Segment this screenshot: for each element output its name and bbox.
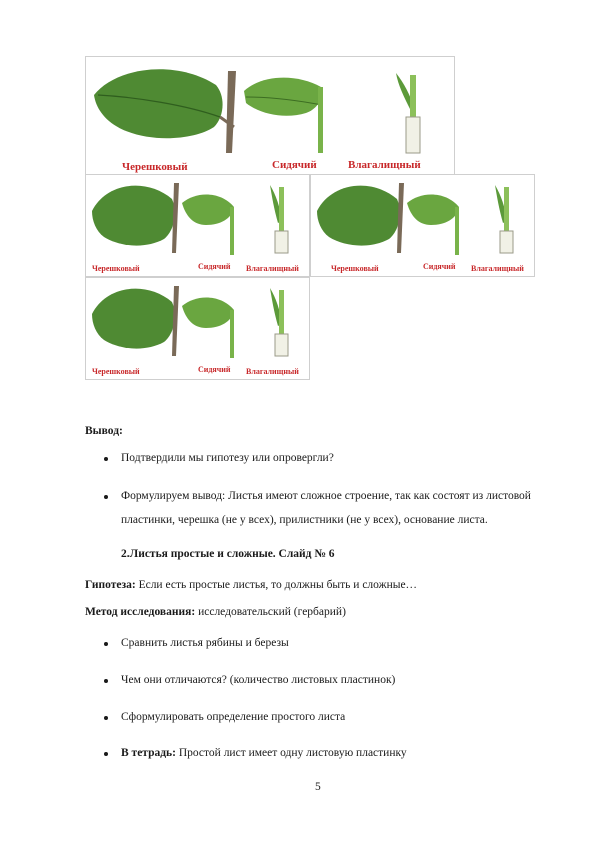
method-text: исследовательский (гербарий) [195, 606, 346, 618]
notebook-text: Простой лист имеет одну листовую пластинку [175, 747, 407, 759]
figure-panel-small-2 [310, 174, 535, 277]
bullet-icon [104, 716, 108, 720]
task-item-1: Сравнить листья рябины и березы [121, 637, 289, 649]
caption-sheathing: Влагалищный [246, 264, 299, 273]
caption-petiolate: Черешковый [92, 367, 140, 376]
hypothesis-text: Если есть простые листья, то должны быть и сложные… [135, 579, 418, 591]
notebook-label: В тетрадь: [121, 747, 176, 759]
bullet-icon [104, 495, 108, 499]
method-line [85, 605, 346, 619]
conclusion-item-1: Подтвердили мы гипотезу или опровергли? [121, 452, 334, 464]
caption-sessile: Сидячий [423, 262, 456, 271]
notebook-line [121, 746, 407, 760]
conclusion-item-2-continued: пластинки, черешка (не у всех), прилистники (не у всех), основание листа. [121, 514, 488, 526]
bullet-icon [104, 457, 108, 461]
method-label: Метод исследования: [85, 606, 196, 618]
bullet-icon [104, 642, 108, 646]
caption-sheathing: Влагалищный [246, 367, 299, 376]
page-number: 5 [315, 781, 321, 793]
hypothesis-label: Гипотеза: [85, 579, 136, 591]
hypothesis-line [85, 578, 417, 592]
bullet-icon [104, 679, 108, 683]
caption-sessile: Сидячий [198, 365, 231, 374]
leaf-types-illustration-small [86, 278, 309, 379]
conclusion-heading: Вывод: [85, 425, 123, 437]
conclusion-item-2: Формулируем вывод: Листья имеют сложное строение, так как состоят из листовой [121, 490, 531, 502]
sessile-leaf-icon [244, 78, 323, 153]
caption-sheathing: Влагалищный [471, 264, 524, 273]
figure-panel-small-1 [85, 174, 310, 277]
caption-petiolate: Черешковый [122, 161, 188, 173]
bullet-icon [104, 752, 108, 756]
caption-sessile: Сидячий [272, 159, 317, 171]
figure-panel-large [85, 56, 455, 176]
caption-sessile: Сидячий [198, 262, 231, 271]
task-item-2: Чем они отличаются? (количество листовых пластинок) [121, 674, 396, 686]
leaf-types-illustration-small [311, 175, 534, 276]
caption-petiolate: Черешковый [331, 264, 379, 273]
petiolate-leaf-icon [94, 69, 236, 153]
figure-panel-small-3 [85, 277, 310, 380]
caption-petiolate: Черешковый [92, 264, 140, 273]
task-item-3: Сформулировать определение простого листа [121, 711, 346, 723]
section-title: 2.Листья простые и сложные. Слайд № 6 [121, 548, 335, 560]
leaf-types-illustration-small [86, 175, 309, 276]
caption-sheathing: Влагалищный [348, 159, 421, 171]
leaf-types-illustration [86, 57, 454, 175]
sheathing-leaf-icon [396, 73, 420, 153]
